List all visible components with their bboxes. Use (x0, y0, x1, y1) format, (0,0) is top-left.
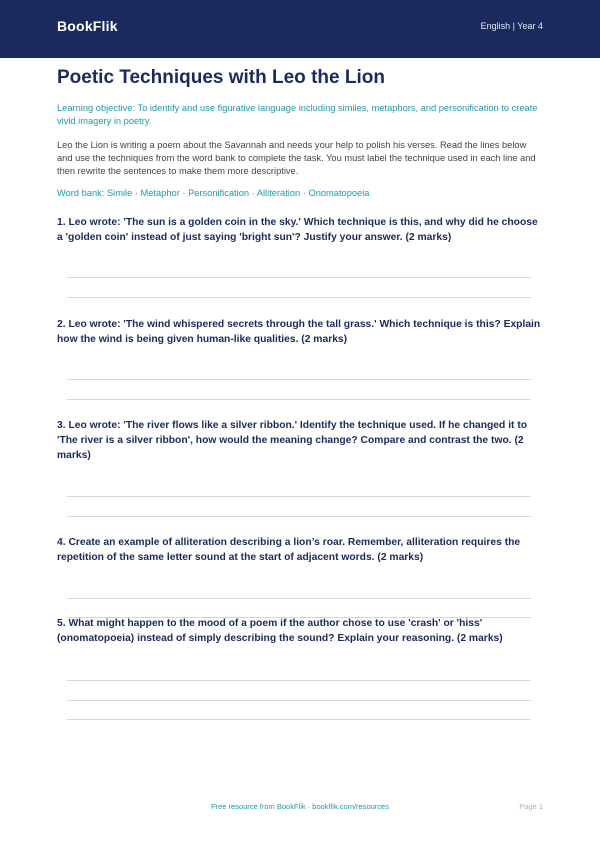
page-title: Poetic Techniques with Leo the Lion (57, 67, 385, 88)
answer-line[interactable] (67, 719, 531, 720)
question-text: 2. Leo wrote: 'The wind whispered secrets through the tall grass.' Which technique is this? Explain how the wind is being given human-like qualities. (2 marks) (57, 319, 541, 345)
question-5 (57, 616, 543, 646)
intro-paragraph: Leo the Lion is writing a poem about the Savannah and needs your help to polish his verses. Read the lines below and use the techniques from the word bank to complete the task. You must label the technique used in each line and then rewrite the sentences to make them more descriptive. (57, 140, 536, 176)
answer-line[interactable] (67, 496, 531, 497)
page-number: Page 1 (519, 802, 543, 811)
answer-line[interactable] (67, 680, 531, 681)
answer-line[interactable] (67, 700, 531, 701)
question-3 (57, 418, 543, 463)
page-footer (0, 802, 600, 816)
question-2 (57, 317, 543, 347)
worksheet-intro (57, 64, 543, 200)
brand-logo-text: BookFlik (57, 18, 118, 34)
answer-line[interactable] (67, 598, 531, 599)
question-text: 1. Leo wrote: 'The sun is a golden coin in the sky.' Which technique is this, and why did he choose a 'golden coin' instead of just saying 'bright sun'? Justify your answer. (2 marks) (57, 217, 538, 243)
answer-line[interactable] (67, 277, 531, 278)
footer-resource-link[interactable]: Free resource from BookFlik · bookflik.com/resources (211, 802, 389, 811)
question-text: 4. Create an example of alliteration describing a lion’s roar. Remember, alliteration requires the repetition of the same letter sound at the start of adjacent words. (2 marks) (57, 537, 521, 563)
header-bar (0, 0, 600, 58)
answer-line[interactable] (67, 516, 531, 517)
word-bank: Word bank: Simile · Metaphor · Personification · Alliteration · Onomatopoeia (57, 188, 370, 198)
question-text: 5. What might happen to the mood of a poem if the author chose to use 'crash' or 'hiss' (onomatopoeia) instead of simply describing the sound? Explain your reasoning. (2 marks) (57, 618, 503, 644)
answer-line[interactable] (67, 297, 531, 298)
question-1 (57, 215, 543, 245)
learning-objective: Learning objective: To identify and use figurative language including similes, metaphors, and personification to create vivid imagery in poetry. (57, 103, 538, 126)
question-text: 3. Leo wrote: 'The river flows like a silver ribbon.' Identify the technique used. If he changed it to 'The river is a silver ribbon', how would the meaning change? Compare and contrast the two. (2 marks) (57, 420, 528, 461)
answer-line[interactable] (67, 399, 531, 400)
answer-line[interactable] (67, 379, 531, 380)
question-4 (57, 535, 543, 565)
subject-year-label: English | Year 4 (480, 21, 543, 31)
